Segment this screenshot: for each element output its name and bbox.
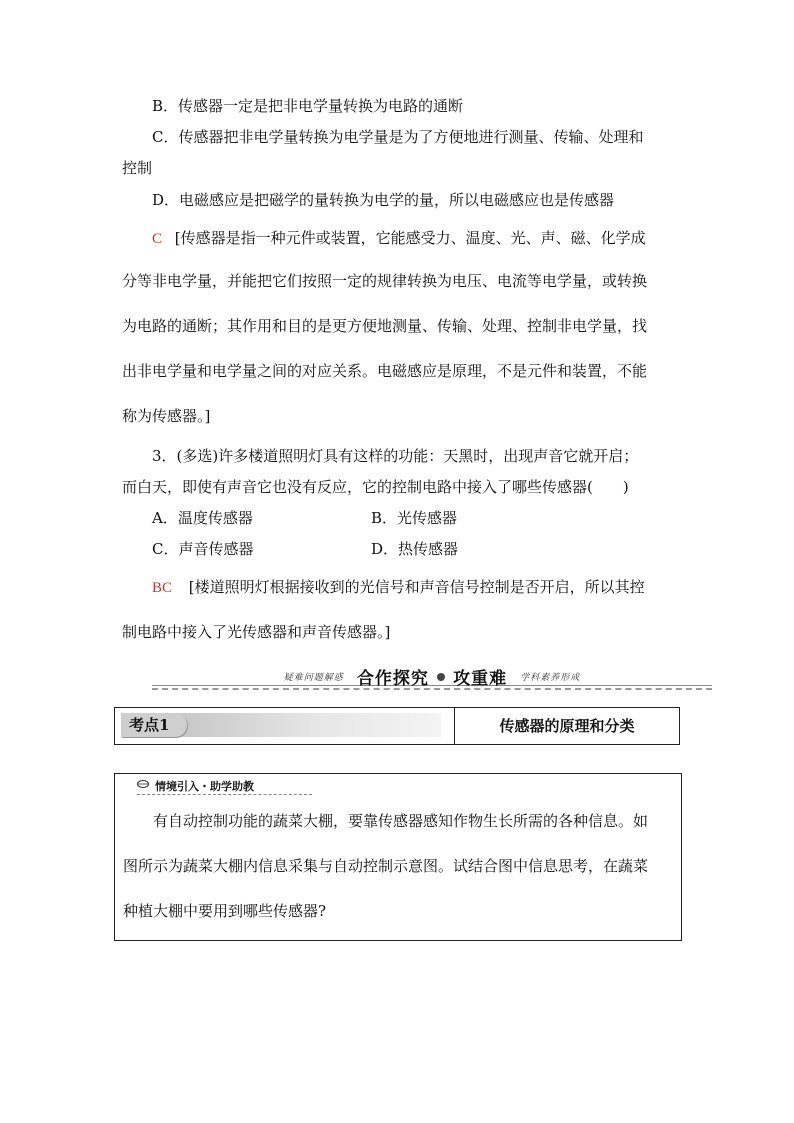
scenario-heading: 情境引入・助学助教 (155, 780, 254, 793)
option-d-line: D．电磁感应是把磁学的量转换为电学的量，所以电磁感应也是传感器 (152, 191, 615, 209)
answer-1-line-5: 称为传感器。] (122, 407, 211, 425)
answer-1-line-3: 为电路的通断；其作用和目的是更方便地测量、传输、处理、控制非电学量，找 (122, 317, 648, 335)
section-banner (152, 664, 712, 690)
option-b-line: B．传感器一定是把非电学量转换为电路的通断 (152, 97, 464, 115)
answer-1-text: [传感器是指一种元件或装置，它能感受力、温度、光、声、磁、化学成 (174, 229, 646, 247)
banner-left-text: 疑难问题解惑 (283, 673, 344, 683)
banner-dot-icon (437, 673, 445, 681)
scenario-paragraph-line-1: 有自动控制功能的蔬菜大棚，要靠传感器感知作物生长所需的各种信息。如 (153, 812, 649, 830)
question-3-line-2: 而白天，即使有声音它也没有反应，它的控制电路中接入了哪些传感器( ) (122, 478, 629, 496)
scenario-paragraph-line-3: 种植大棚中要用到哪些传感器? (123, 902, 327, 920)
topic-header-table (114, 707, 680, 745)
answer-3-line-2: 制电路中接入了光传感器和声音传感器。] (122, 623, 391, 641)
answer-3-tag: BC (152, 580, 173, 596)
answer-3-line-1 (152, 577, 645, 598)
topic-label: 考点1 (129, 716, 170, 734)
question-3-option-d: D．热传感器 (371, 540, 459, 558)
question-3-option-a: A．温度传感器 (152, 509, 253, 527)
answer-1-line-4: 出非电学量和电学量之间的对应关系。电磁感应是原理，不是元件和装置，不能 (122, 362, 648, 380)
scenario-paragraph-line-2: 图所示为蔬菜大棚内信息采集与自动控制示意图。试结合图中信息思考，在蔬菜 (123, 857, 649, 875)
answer-1-line-1 (152, 228, 646, 249)
question-3-line-1: 3．(多选)许多楼道照明灯具有这样的功能：天黑时，出现声音它就开启； (152, 447, 639, 465)
question-3-option-c: C．声音传感器 (152, 540, 254, 558)
scenario-heading-rule (137, 794, 312, 795)
banner-main-2: 攻重难 (453, 669, 508, 689)
option-c-continuation: 控制 (122, 159, 153, 177)
banner-right-text: 学科素养形成 (520, 673, 581, 683)
answer-1-tag: C (152, 231, 163, 247)
scenario-box (114, 773, 682, 941)
banner-text (152, 664, 712, 689)
topic-label-cell (115, 708, 455, 744)
leaf-icon (137, 779, 149, 789)
answer-3-text: [楼道照明灯根据接收到的光信号和声音信号控制是否开启，所以其控 (188, 578, 645, 596)
option-c-line: C．传感器把非电学量转换为电学量是为了方便地进行测量、传输、处理和 (152, 128, 644, 146)
question-3-option-b: B．光传感器 (371, 509, 458, 527)
answer-1-line-2: 分等非电学量，并能把它们按照一定的规律转换为电压、电流等电学量，或转换 (122, 272, 648, 290)
topic-title: 传感器的原理和分类 (499, 717, 635, 735)
banner-main-1: 合作探究 (356, 669, 429, 689)
